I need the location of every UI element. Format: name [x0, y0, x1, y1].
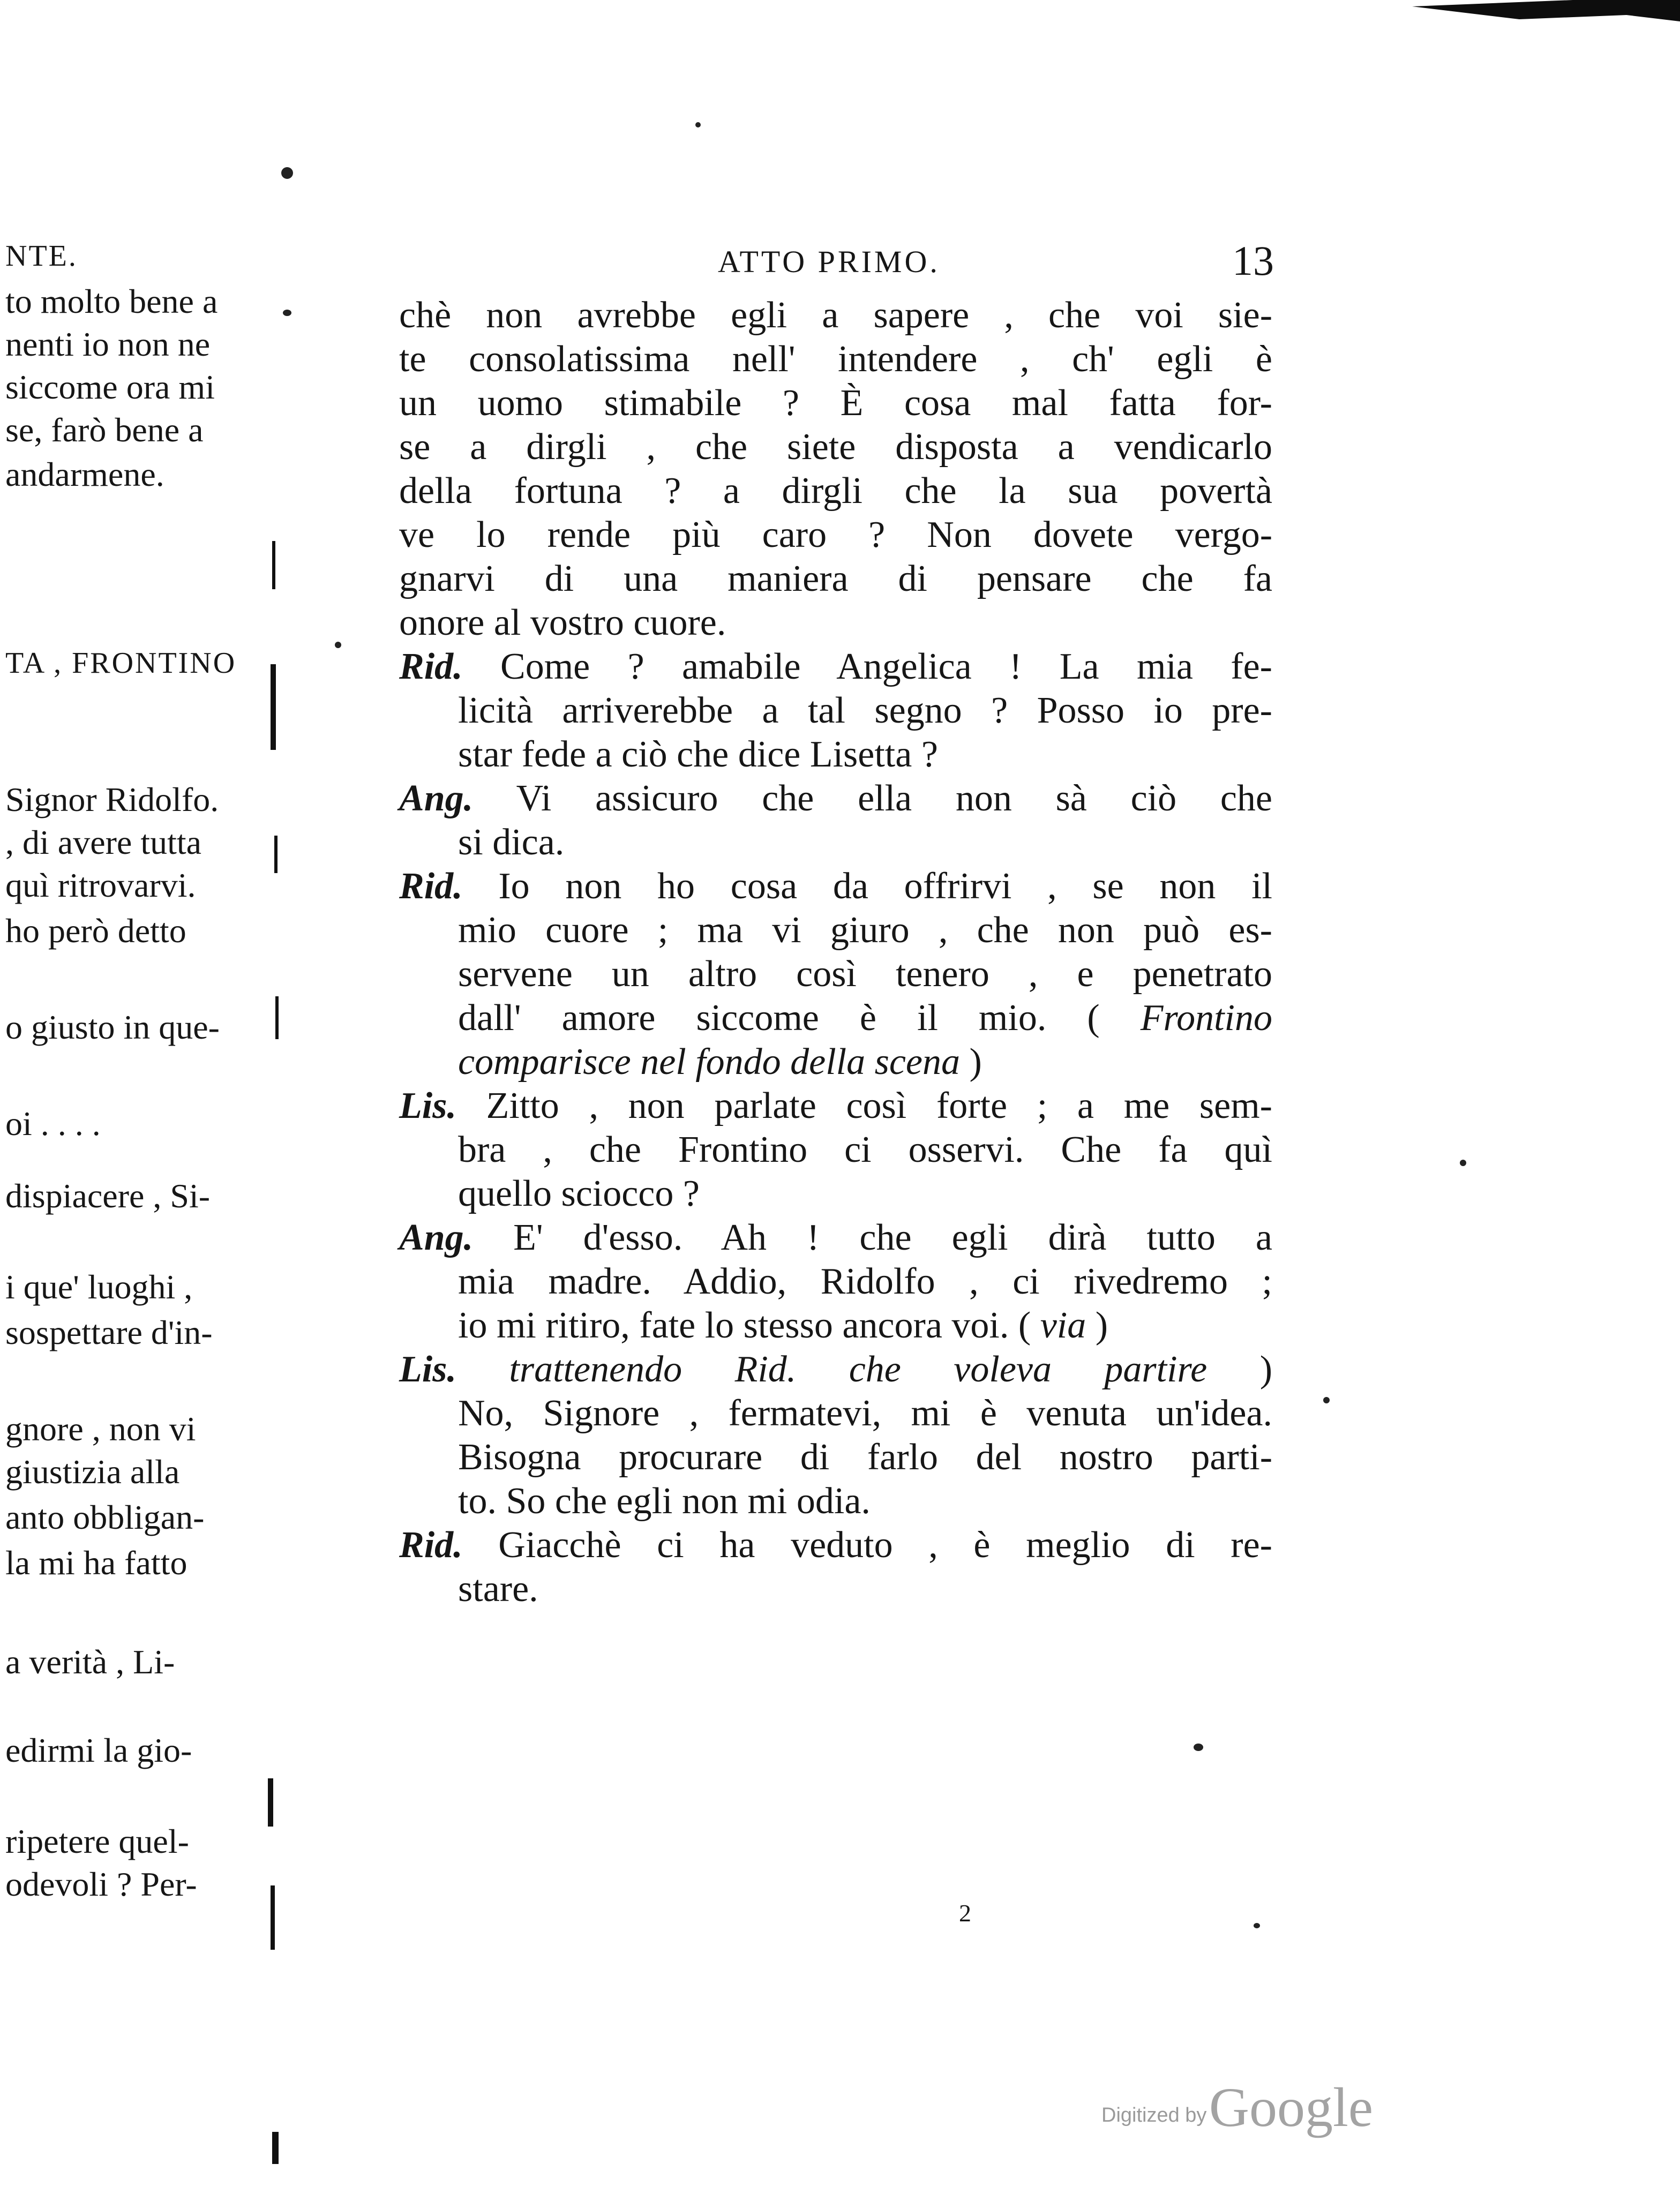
line-text: Giacchè ci ha veduto , è meglio di re-	[462, 1524, 1272, 1566]
line-text: se a dirgli , che siete disposta a vendicarlo	[399, 426, 1272, 468]
line-text: stare.	[458, 1568, 538, 1610]
text-line	[399, 908, 1272, 952]
line-text: Vi assicuro che ella non sà ciò che	[473, 778, 1272, 819]
line-text: licità arriverebbe a tal segno ? Posso io pre-	[458, 690, 1272, 731]
scan-speck	[695, 122, 701, 127]
left-line: , di avere tutta	[5, 823, 202, 861]
left-line: sospettare d'in-	[5, 1313, 213, 1351]
line-text: star fede a ciò che dice Lisetta ?	[458, 734, 938, 775]
left-line: TA , FRONTINO	[5, 647, 237, 680]
line-text: ve lo rende più caro ? Non dovete vergo-	[399, 514, 1272, 555]
gutter-mark	[272, 2132, 279, 2164]
speaker-name: Ang.	[399, 1217, 474, 1258]
line-text: E' d'esso. Ah ! che egli dirà tutto a	[473, 1217, 1272, 1258]
scan-speck	[1254, 1923, 1260, 1928]
stage-direction: comparisce nel fondo della scena	[458, 1041, 961, 1083]
line-text: servene un altro così tenero , e penetrato	[458, 953, 1272, 995]
left-line: NTE.	[5, 239, 78, 273]
left-line: se, farò bene a	[5, 411, 204, 449]
line-text: )	[960, 1041, 982, 1083]
digitized-prefix: Digitized by	[1101, 2104, 1207, 2127]
line-text: mia madre. Addio, Ridolfo , ci rivedremo ;	[458, 1261, 1272, 1302]
text-line	[399, 337, 1272, 381]
gutter-mark	[268, 1778, 273, 1827]
left-line: ripetere quel-	[5, 1822, 189, 1860]
left-line: dispiacere , Si-	[5, 1177, 211, 1215]
speaker-name: Rid.	[399, 866, 463, 907]
scan-speck	[1323, 1397, 1330, 1403]
text-line	[399, 996, 1272, 1040]
text-line	[399, 1172, 1272, 1216]
text-line	[399, 1479, 1272, 1523]
left-line: o giusto in que-	[5, 1008, 220, 1046]
digitized-watermark	[1101, 2076, 1373, 2139]
line-text: to. So che egli non mi odia.	[458, 1481, 871, 1522]
scan-speck	[335, 642, 341, 648]
line-text: Zitto , non parlate così forte ; a me sem-	[456, 1085, 1272, 1126]
text-line	[399, 689, 1272, 733]
text-line	[399, 952, 1272, 996]
line-text: No, Signore , fermatevi, mi è venuta un'idea.	[458, 1393, 1272, 1434]
speaker-name: Rid.	[399, 646, 463, 687]
left-line: nenti io non ne	[5, 325, 211, 363]
speaker-name: Ang.	[399, 778, 474, 819]
text-line	[399, 513, 1272, 557]
speaker-name: Rid.	[399, 1524, 463, 1566]
left-line: Signor Ridolfo.	[5, 780, 219, 818]
left-line: ho però detto	[5, 912, 186, 950]
dialogue-text-block	[399, 294, 1272, 1611]
text-line	[399, 557, 1272, 601]
line-text: chè non avrebbe egli a sapere , che voi sie-	[399, 295, 1272, 336]
line-text: si dica.	[458, 822, 565, 863]
line-text: un uomo stimabile ? È cosa mal fatta for-	[399, 382, 1272, 424]
left-page-fragment	[0, 0, 252, 2194]
stage-direction: Frontino	[1140, 997, 1272, 1039]
speaker-line	[399, 1216, 1272, 1260]
speaker-line	[399, 865, 1272, 908]
left-line: odevoli ? Per-	[5, 1865, 197, 1903]
left-line: gnore , non vi	[5, 1410, 196, 1448]
line-text: dall' amore siccome è il mio. (	[458, 997, 1141, 1039]
text-line	[399, 1040, 1272, 1084]
stage-direction: trattenendo Rid. che voleva partire	[509, 1349, 1208, 1390]
gutter-mark	[271, 664, 276, 750]
text-line	[399, 1436, 1272, 1479]
text-line	[399, 1128, 1272, 1172]
text-line	[399, 1260, 1272, 1304]
line-text	[456, 1349, 509, 1390]
stage-direction: via	[1040, 1305, 1086, 1346]
line-text: Bisogna procurare di farlo del nostro parti-	[458, 1437, 1272, 1478]
left-line: oi . . . .	[5, 1104, 101, 1143]
scan-speck	[1460, 1160, 1466, 1166]
line-text: )	[1207, 1349, 1273, 1390]
text-line	[399, 601, 1272, 645]
line-text: Come ? amabile Angelica ! La mia fe-	[462, 646, 1272, 687]
gutter-mark	[274, 836, 278, 873]
left-line: quì ritrovarvi.	[5, 866, 196, 904]
line-text: quello sciocco ?	[458, 1173, 700, 1214]
text-line	[399, 1567, 1272, 1611]
gutter-mark	[272, 541, 275, 589]
speaker-line	[399, 1523, 1272, 1567]
page-number: 13	[1232, 237, 1274, 284]
speaker-line	[399, 777, 1272, 821]
left-line: anto obbligan-	[5, 1498, 205, 1536]
line-text: io mi ritiro, fate lo stesso ancora voi. (	[458, 1305, 1040, 1346]
speaker-line	[399, 1084, 1272, 1128]
text-line	[399, 733, 1272, 777]
left-line: la mi ha fatto	[5, 1544, 188, 1582]
text-line	[399, 821, 1272, 865]
left-line: andarmene.	[5, 455, 164, 493]
gutter-mark	[275, 996, 279, 1039]
scan-speck	[283, 310, 291, 316]
line-text: mio cuore ; ma vi giuro , che non può es-	[458, 910, 1272, 951]
running-head: ATTO PRIMO.	[718, 244, 940, 279]
left-line: to molto bene a	[5, 282, 218, 320]
line-text: bra , che Frontino ci osservi. Che fa quì	[458, 1129, 1272, 1170]
text-line	[399, 381, 1272, 425]
signature-mark: 2	[959, 1899, 971, 1927]
left-line: siccome ora mi	[5, 368, 215, 406]
line-text: gnarvi di una maniera di pensare che fa	[399, 558, 1272, 599]
scan-speck	[1194, 1744, 1203, 1751]
speaker-line	[399, 645, 1272, 689]
gutter-mark	[271, 1885, 275, 1950]
text-line	[399, 425, 1272, 469]
left-line: edirmi la gio-	[5, 1731, 192, 1769]
left-line: i que' luoghi ,	[5, 1268, 193, 1306]
speaker-name: Lis.	[399, 1085, 456, 1126]
line-text: della fortuna ? a dirgli che la sua povertà	[399, 470, 1272, 512]
line-text: onore al vostro cuore.	[399, 602, 726, 643]
google-logo: Google	[1209, 2077, 1374, 2138]
text-line	[399, 1304, 1272, 1348]
speaker-name: Lis.	[399, 1349, 456, 1390]
line-text: )	[1086, 1305, 1108, 1346]
scan-speck	[281, 167, 293, 179]
line-text: te consolatissima nell' intendere , ch' egli è	[399, 339, 1272, 380]
text-line	[399, 469, 1272, 513]
text-line	[399, 294, 1272, 337]
speaker-line	[399, 1348, 1272, 1392]
line-text: Io non ho cosa da offrirvi , se non il	[462, 866, 1272, 907]
left-line: giustizia alla	[5, 1453, 180, 1491]
left-line: a verità , Li-	[5, 1643, 175, 1681]
ink-smudge	[1412, 0, 1680, 21]
text-line	[399, 1392, 1272, 1436]
